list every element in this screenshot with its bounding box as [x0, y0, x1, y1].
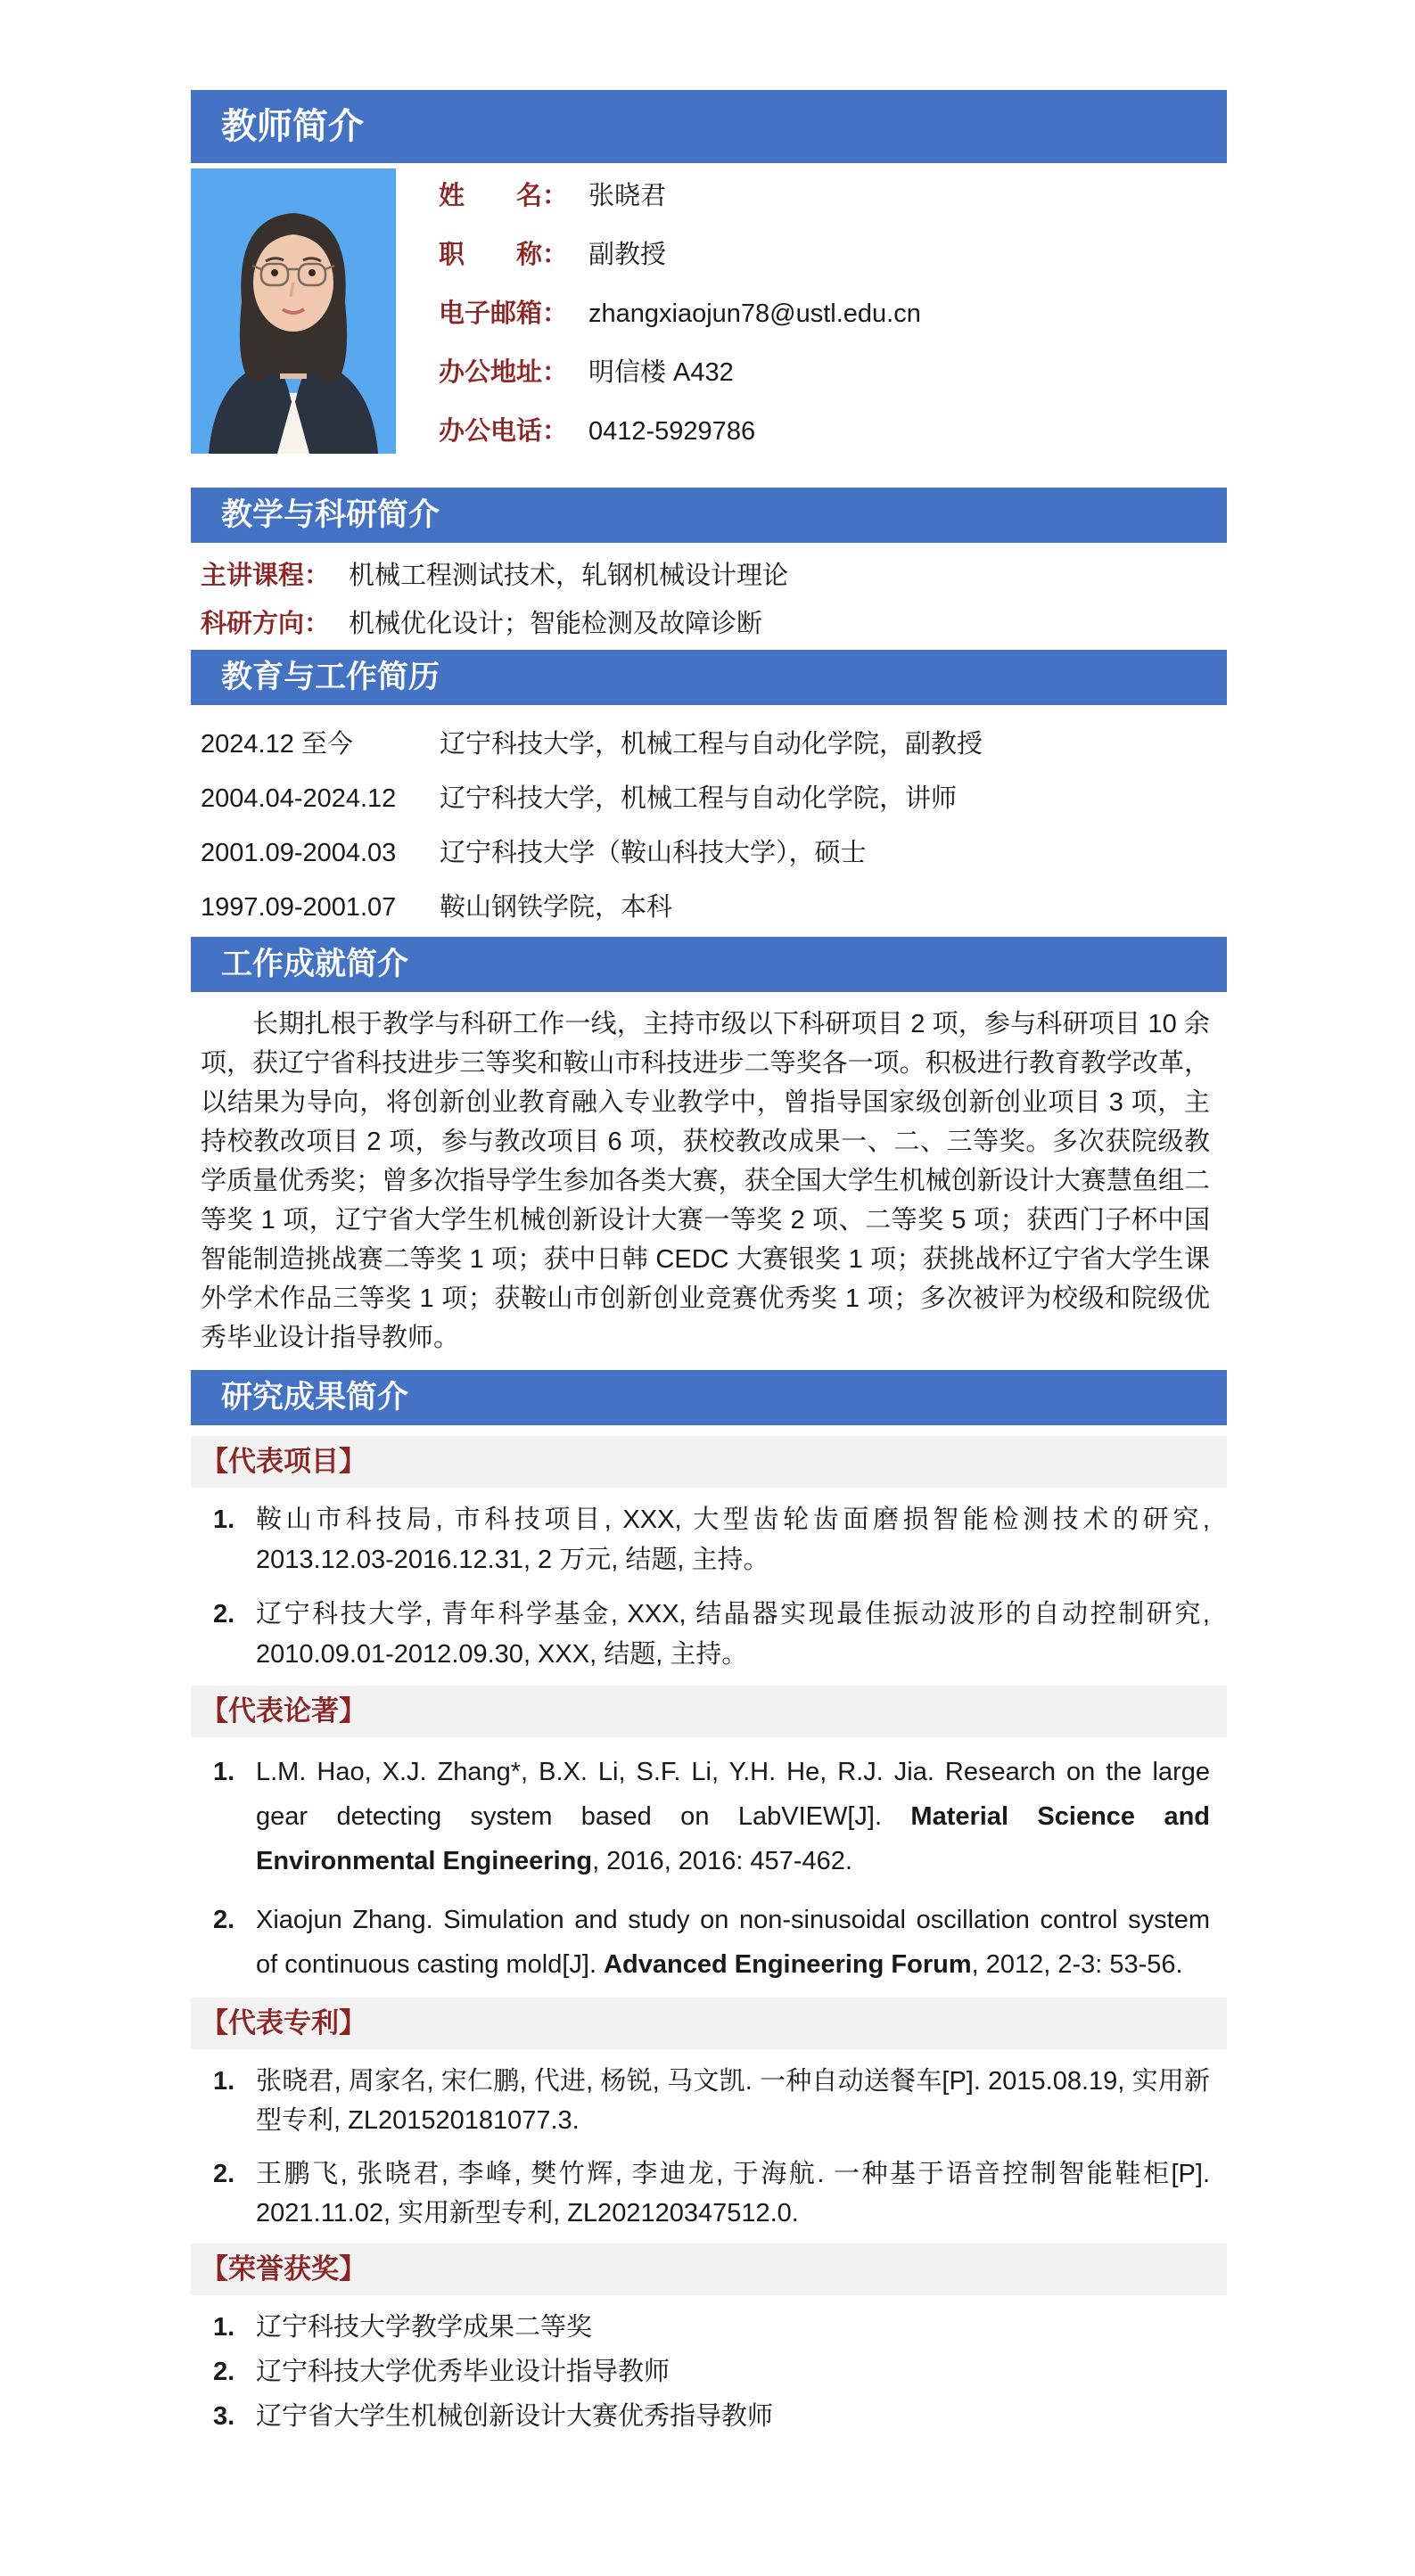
- courses-label: 主讲课程：: [201, 562, 331, 590]
- publication-journal: Advanced Engineering Forum: [604, 1950, 972, 1979]
- honor-text: 辽宁省大学生机械创新设计大赛优秀指导教师: [256, 2402, 774, 2431]
- honor-item: [213, 2357, 1210, 2387]
- item-number: 1.: [213, 1505, 235, 1534]
- achievements-paragraph: 长期扎根于教学与科研工作一线，主持市级以下科研项目 2 项，参与科研项目 10 余项，获辽宁省科技进步三等奖和鞍山市科技进步二等奖各一项。积极进行教育教学改革，以结果为导向，将创新创业教育融入专业教学中，曾指导国家级创新创业项目 3 项，主持校教改项目 2 项，参与教改项目 6 项，获校教改成果一、二、三等奖。多次获院级教学质量优秀奖；曾多次指导学生参加各类大赛，获全国大学生机械创新设计大赛慧鱼组二等奖 1 项，辽宁省大学生机械创新设计大赛一等奖 2 项、二等奖 5 项；获西门子杯中国智能制造挑战赛二等奖 1 项；获中日韩 CEDC 大赛银奖 1 项；获挑战杯辽宁省大学生课外学术作品三等奖 1 项；获鞍山市创新创业竞赛优秀奖 1 项；多次被评为校级和院级优秀毕业设计指导教师。: [201, 1010, 1210, 1352]
- item-number: 1.: [213, 2313, 235, 2342]
- subsection-title: 【代表项目】: [201, 1446, 366, 1477]
- publication-authors-title: L.M. Hao, X.J. Zhang*, B.X. Li, S.F. Li, Y.H. He, R.J. Jia. Research on the large gear detecting system based on LabVIEW[J].: [256, 1758, 1210, 1831]
- career-period: 2004.04-2024.12: [201, 784, 397, 813]
- section-header-achievements: [191, 937, 1227, 992]
- title-label: 职 称：: [439, 241, 569, 269]
- section-header-education-career: [191, 650, 1227, 705]
- subsection-header-patents: [191, 1998, 1227, 2049]
- honor-item: [213, 2312, 1210, 2342]
- publication-cite-detail: , 2012, 2-3: 53-56.: [971, 1950, 1183, 1979]
- courses-value: 机械工程测试技术，轧钢机械设计理论: [349, 562, 789, 590]
- research-direction-label: 科研方向：: [201, 610, 331, 638]
- publication-authors-title: Xiaojun Zhang. Simulation and study on non-sinusoidal oscillation control system of continuous casting mold[J].: [256, 1906, 1210, 1979]
- patent-item: [213, 2062, 1210, 2140]
- email-value: zhangxiaojun78@ustl.edu.cn: [588, 299, 921, 328]
- courses-row: [201, 561, 1227, 591]
- subsection-title: 【代表专利】: [201, 2007, 366, 2039]
- career-row: [201, 892, 1227, 923]
- item-number: 2.: [213, 1906, 235, 1934]
- subsection-header-publications: [191, 1686, 1227, 1737]
- item-number: 1.: [213, 1758, 235, 1786]
- info-row-office-phone: [439, 416, 1227, 447]
- publication-journal: Material Science and Environmental Engineering: [256, 1802, 1211, 1875]
- research-direction-value: 机械优化设计；智能检测及故障诊断: [349, 610, 763, 638]
- honor-item: [213, 2401, 1210, 2432]
- research-direction-row: [201, 609, 1227, 639]
- faculty-profile-document: [191, 90, 1227, 2432]
- basic-info-list: [439, 168, 1227, 475]
- career-detail: 辽宁科技大学，机械工程与自动化学院，讲师: [440, 784, 958, 813]
- profile-section: [191, 168, 1227, 475]
- subsection-title: 【代表论著】: [201, 1695, 366, 1727]
- career-period: 2024.12 至今: [201, 730, 353, 759]
- career-detail: 辽宁科技大学（鞍山科技大学），硕士: [440, 839, 867, 867]
- patent-item: [213, 2154, 1210, 2233]
- item-number: 2.: [213, 1600, 235, 1628]
- name-label: 姓 名：: [439, 182, 569, 210]
- career-detail: 辽宁科技大学，机械工程与自动化学院，副教授: [440, 730, 983, 759]
- info-row-office-address: [439, 357, 1227, 388]
- office-address-value: 明信楼 A432: [588, 358, 734, 387]
- name-value: 张晓君: [588, 182, 667, 210]
- office-address-label: 办公地址：: [439, 358, 569, 387]
- career-row: [201, 838, 1227, 868]
- career-detail: 鞍山钢铁学院，本科: [440, 893, 673, 922]
- email-label: 电子邮箱：: [439, 299, 569, 328]
- patent-text: 张晓君, 周家名, 宋仁鹏, 代进, 杨锐, 马文凯. 一种自动送餐车[P]. 2015.08.19, 实用新型专利, ZL201520181077.3.: [256, 2067, 1210, 2135]
- subsection-header-honors: [191, 2244, 1227, 2295]
- patent-text: 王鹏飞, 张晓君, 李峰, 樊竹辉, 李迪龙, 于海航. 一种基于语音控制智能鞋柜[P]. 2021.11.02, 实用新型专利, ZL202120347512.0.: [256, 2160, 1210, 2227]
- section-title: 教师简介: [221, 107, 364, 146]
- item-number: 3.: [213, 2402, 235, 2431]
- office-phone-label: 办公电话：: [439, 417, 569, 446]
- section-header-research-results: [191, 1370, 1227, 1425]
- item-number: 2.: [213, 2160, 235, 2188]
- subsection-header-projects: [191, 1436, 1227, 1488]
- publication-item: [213, 1898, 1210, 1987]
- section-title: 教育与工作简历: [221, 660, 440, 694]
- section-title: 工作成就简介: [221, 947, 409, 981]
- section-header-teacher-intro: [191, 90, 1227, 163]
- info-row-title: [439, 240, 1227, 270]
- info-row-name: [439, 181, 1227, 211]
- section-header-teaching-research: [191, 488, 1227, 543]
- project-item: [213, 1500, 1210, 1580]
- project-item: [213, 1595, 1210, 1675]
- office-phone-value: 0412-5929786: [588, 417, 756, 446]
- item-number: 1.: [213, 2067, 235, 2096]
- career-period: 1997.09-2001.07: [201, 893, 397, 922]
- teacher-photo: [191, 168, 396, 454]
- publication-item: [213, 1750, 1211, 1883]
- career-row: [201, 729, 1227, 759]
- career-period: 2001.09-2004.03: [201, 839, 397, 867]
- honor-text: 辽宁科技大学优秀毕业设计指导教师: [256, 2358, 670, 2386]
- title-value: 副教授: [588, 241, 667, 269]
- section-title: 教学与科研简介: [221, 497, 440, 532]
- section-title: 研究成果简介: [221, 1380, 409, 1415]
- publication-cite-detail: , 2016, 2016: 457-462.: [592, 1847, 852, 1875]
- info-row-email: [439, 299, 1227, 329]
- subsection-title: 【荣誉获奖】: [201, 2253, 366, 2285]
- teacher-photo-illustration: [191, 168, 396, 454]
- project-text: 鞍山市科技局, 市科技项目, XXX, 大型齿轮齿面磨损智能检测技术的研究, 2013.12.03-2016.12.31, 2 万元, 结题, 主持。: [256, 1505, 1210, 1574]
- career-row: [201, 783, 1227, 814]
- item-number: 2.: [213, 2358, 235, 2386]
- project-text: 辽宁科技大学, 青年科学基金, XXX, 结晶器实现最佳振动波形的自动控制研究, 2010.09.01-2012.09.30, XXX, 结题, 主持。: [256, 1600, 1210, 1669]
- honor-text: 辽宁科技大学教学成果二等奖: [256, 2313, 593, 2342]
